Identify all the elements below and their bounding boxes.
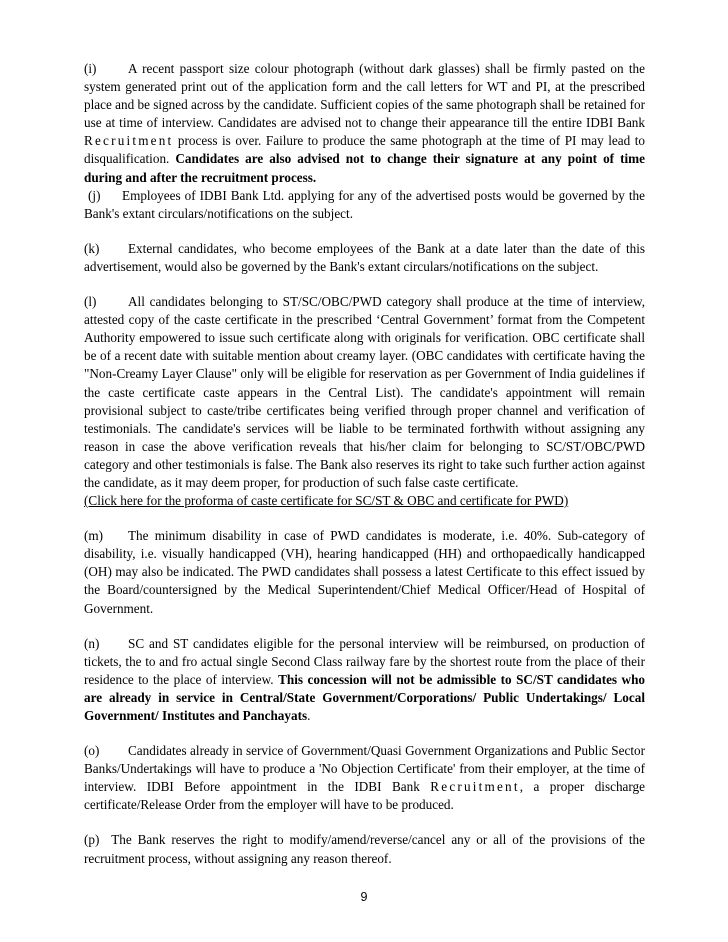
paragraph-m xyxy=(84,527,645,617)
paragraph-l xyxy=(84,293,645,510)
paragraph-i-bold: Candidates are also advised not to change their signature at any point of time during and after the recruitment process. xyxy=(84,151,645,185)
page-number: 9 xyxy=(360,890,368,904)
marker-m: (m) xyxy=(84,528,104,544)
marker-k: (k) xyxy=(84,240,100,256)
marker-j: (j) xyxy=(88,187,101,203)
paragraph-i-recruitment: Recruitment xyxy=(84,133,174,149)
paragraph-l-text: All candidates belonging to ST/SC/OBC/PWD category shall produce at the time of interview, attested copy of the caste certificate in the prescribed ‘Central Government’ format from the Competent Authority empowered to issue such certificate along with originals for verification. OBC certificate shall be of a recent date with suitable mention about creamy layer. (OBC candidates with certificate having the "Non-Creamy Layer Clause" only will be eligible for reservation as per Government of India guidelines if the caste certificate caste appears in the Central List). The candidate's appointment will remain provisional subject to caste/tribe certificates being verified through proper channel and verification of testimonials. The candidate's services will be liable to be terminated forthwith without assigning any reason in case the above verification reveals that his/her claim for belonging to SC/ST/OBC/PWD category and other testimonials is false. The Bank also reserves its right to take such further action against the candidate, as it may deem proper, for production of such false caste certificate. xyxy=(84,294,645,490)
paragraph-o-recruitment: Recruitment xyxy=(430,779,520,795)
paragraph-j xyxy=(84,187,645,223)
marker-o: (o) xyxy=(84,743,100,759)
paragraph-n-end: . xyxy=(307,708,311,723)
paragraph-o xyxy=(84,742,645,814)
paragraph-i xyxy=(84,60,645,187)
marker-i: (i) xyxy=(84,61,97,76)
paragraph-o-text: Candidates already in service of Government/Quasi Government Organizations and Public Sector Banks/Undertakings will have to produce a 'No Objection Certificate' from their employer, at the time of interview. IDBI Before appointment in the IDBI Bank xyxy=(84,743,645,795)
paragraph-k-text: External candidates, who become employees of the Bank at a date later than the date of this advertisement, would also be governed by the Bank's extant circulars/notifications on the subject. xyxy=(84,240,645,274)
paragraph-n-text: SC and ST candidates eligible for the personal interview will be reimbursed, on production of tickets, the to and fro actual single Second Class railway fare by the shortest route from the place of their residence to the place of interview. xyxy=(84,635,645,687)
paragraph-i-text-2: process is over. Failure to produce the same photograph at the time of PI may lead to disqualification. xyxy=(84,133,645,167)
paragraph-k xyxy=(84,240,645,276)
paragraph-o-text-2: , a proper discharge certificate/Release Order from the employer will have to be produced. xyxy=(84,779,645,813)
paragraph-n-bold: This concession will not be admissible to SC/ST candidates who are already in service in Central/State Government/Corporations/ Public Undertakings/ Local Government/ Institutes and Panchayats xyxy=(84,671,645,723)
paragraph-i-text: A recent passport size colour photograph (without dark glasses) shall be firmly pasted on the system generated print out of the application form and the call letters for WT and PI, at the prescribed place and be signed across by the candidate. Sufficient copies of the same photograph shall be retained for use at time of interview. Candidates are advised not to change their appearance till the entire IDBI Bank xyxy=(84,61,645,131)
document-page xyxy=(84,60,645,885)
caste-certificate-link[interactable]: (Click here for the proforma of caste certificate for SC/ST & OBC and certificate for PWD) xyxy=(84,493,569,509)
marker-l: (l) xyxy=(84,294,97,310)
marker-n: (n) xyxy=(84,635,100,651)
paragraph-p-text: The Bank reserves the right to modify/amend/reverse/cancel any or all of the provisions of the recruitment process, without assigning any reason thereof. xyxy=(84,832,645,866)
marker-p: (p) xyxy=(84,832,100,848)
paragraph-n xyxy=(84,635,645,725)
paragraph-j-text: Employees of IDBI Bank Ltd. applying for any of the advertised posts would be governed by the Bank's extant circulars/notifications on the subject. xyxy=(84,187,646,221)
paragraph-p xyxy=(84,831,645,867)
paragraph-m-text: The minimum disability in case of PWD candidates is moderate, i.e. 40%. Sub-category of disability, i.e. visually handicapped (VH), hearing handicapped (HH) and orthopaedically handicapped (OH) may also be indicated. The PWD candidates shall possess a latest Certificate to this effect issued by the Board/countersigned by the Medical Superintendent/Chief Medical Officer/Head of Hospital of Government. xyxy=(84,528,645,616)
